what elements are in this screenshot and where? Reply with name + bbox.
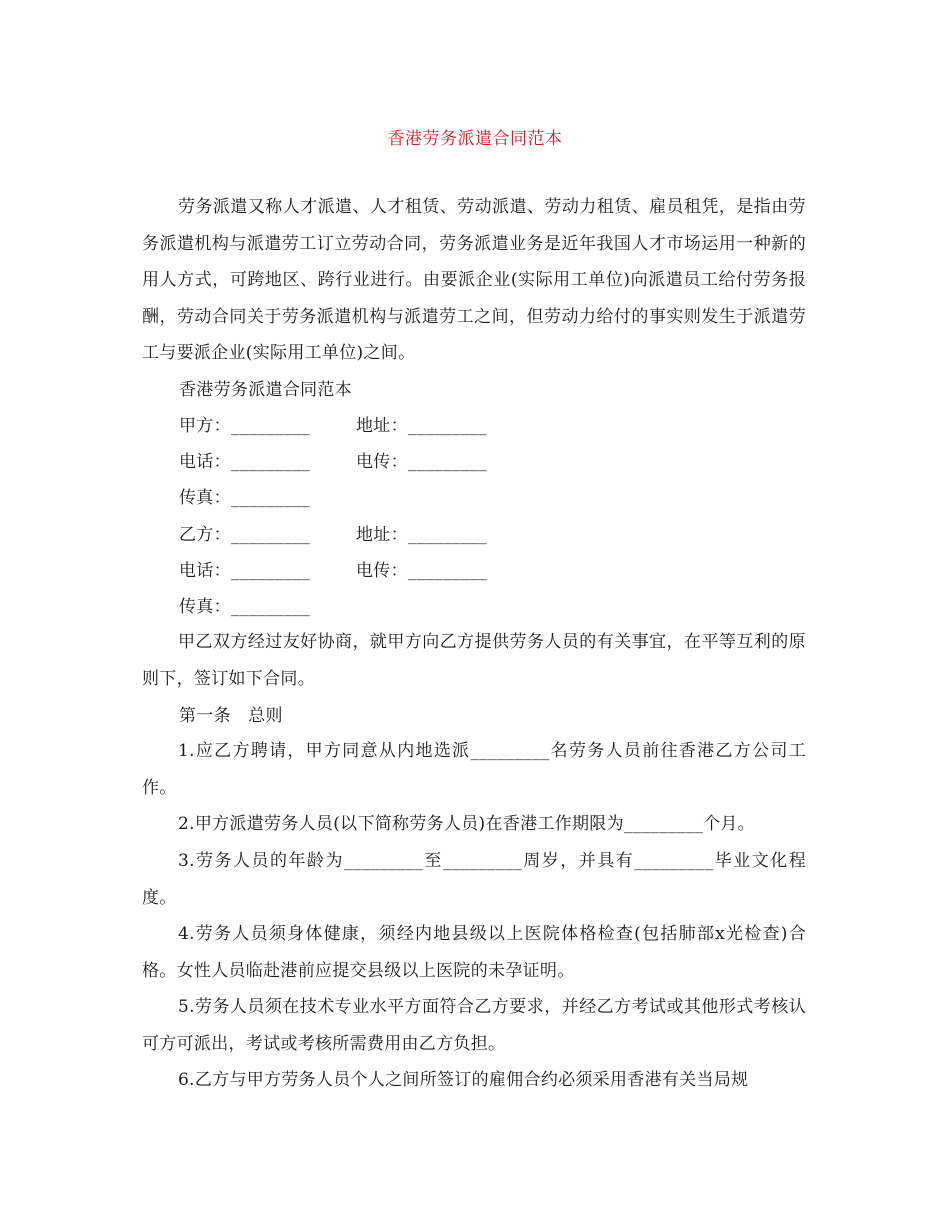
party-b-telex-field: 电传：_________ <box>356 561 488 581</box>
party-b-address-field: 地址：_________ <box>356 525 488 545</box>
party-a-phone-field: 电话：_________ <box>179 452 311 472</box>
party-b-fax-field: 传真：_________ <box>179 597 311 617</box>
party-a-fax-field: 传真：_________ <box>179 488 311 508</box>
document-title: 香港劳务派遣合同范本 <box>387 129 563 149</box>
party-b-name-field: 乙方：_________ <box>179 525 311 545</box>
party-b-phone-field: 电话：_________ <box>179 561 311 581</box>
party-a-telex-field: 电传：_________ <box>356 452 488 472</box>
clause-4: 4.劳务人员须身体健康，须经内地县级以上医院体格检查(包括肺部x光检查)合格。女性人员临赴港前应提交县级以上医院的未孕证明。 <box>142 924 806 981</box>
clause-6: 6.乙方与甲方劳务人员个人之间所签订的雇佣合约必须采用香港有关当局规 <box>178 1070 749 1090</box>
clause-1: 1.应乙方聘请，甲方同意从内地选派_________名劳务人员前往香港乙方公司工作。 <box>142 741 806 798</box>
clause-5: 5.劳务人员须在技术专业水平方面符合乙方要求，并经乙方考试或其他形式考核认可方可派出，考试或考核所需费用由乙方负担。 <box>142 997 806 1054</box>
article-1-heading: 第一条 总则 <box>179 706 283 726</box>
agreement-paragraph: 甲乙双方经过友好协商，就甲方向乙方提供劳务人员的有关事宜，在平等互利的原则下，签订如下合同。 <box>142 632 806 689</box>
party-a-name-field: 甲方：_________ <box>179 416 311 436</box>
contract-subtitle: 香港劳务派遣合同范本 <box>179 380 352 400</box>
intro-paragraph: 劳务派遣又称人才派遣、人才租赁、劳动派遣、劳动力租赁、雇员租凭，是指由劳务派遣机构与派遣劳工订立劳动合同，劳务派遣业务是近年我国人才市场运用一种新的用人方式，可跨地区、跨行业进行。由要派企业(实际用工单位)向派遣员工给付劳务报酬，劳动合同关于劳务派遣机构与派遣劳工之间，但劳动力给付的事实则发生于派遣劳工与要派企业(实际用工单位)之间。 <box>142 197 806 363</box>
clause-2: 2.甲方派遣劳务人员(以下简称劳务人员)在香港工作期限为_________个月。 <box>178 814 755 834</box>
party-a-address-field: 地址：_________ <box>356 416 488 436</box>
clause-3: 3.劳务人员的年龄为_________至_________周岁，并具有_________毕业文化程度。 <box>142 851 806 908</box>
